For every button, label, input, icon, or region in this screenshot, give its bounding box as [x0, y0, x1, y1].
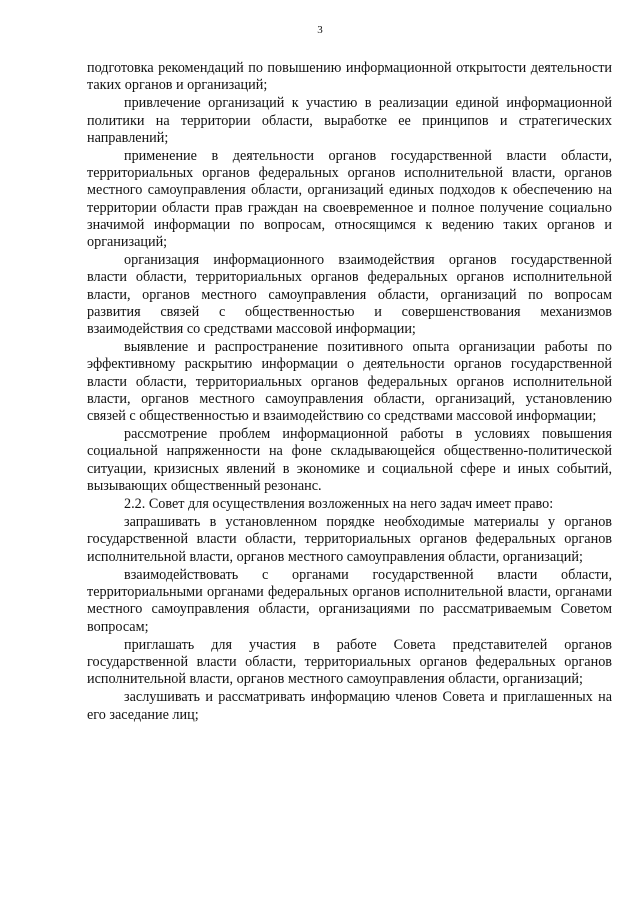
paragraph: заслушивать и рассматривать информацию членов Совета и приглашенных на его заседание лиц;	[87, 689, 612, 723]
page-number: 3	[317, 24, 323, 36]
paragraph: применение в деятельности органов государственной власти области, территориальных органов федеральных органов исполнительной власти, органов местного самоуправления области, организаций единых подходов к обеспечению на территории области прав граждан на своевременное и полное получение социально значимой информации по вопросам, относящимся к ведению таких органов и организаций;	[87, 148, 612, 251]
paragraph: подготовка рекомендаций по повышению информационной открытости деятельности таких органов и организаций;	[87, 60, 612, 94]
paragraph: взаимодействовать с органами государственной власти области, территориальными органами федеральных органов исполнительной власти, органами местного самоуправления области, организациями по рассматриваемым Советом вопросам;	[87, 566, 612, 635]
paragraph: рассмотрение проблем информационной работы в условиях повышения социальной напряженности на фоне складывающейся общественно-политической ситуации, кризисных явлений в экономике и социальной сфере и иных событий, вызывающих общественный резонанс.	[87, 426, 612, 494]
section-heading-2-2: 2.2. Совет для осуществления возложенных на него задач имеет право:	[124, 496, 554, 513]
document-body	[87, 60, 612, 725]
paragraph: выявление и распространение позитивного опыта организации работы по эффективному раскрытию информации о деятельности органов государственной власти области, территориальных органов федеральных органов исполнительной власти, органов местного самоуправления области, организаций, установлению связей с общественностью и взаимодействию со средствами массовой информации;	[87, 339, 612, 425]
paragraph: организация информационного взаимодействия органов государственной власти области, территориальных органов федеральных органов исполнительной власти, органов местного самоуправления области, организаций по вопросам развития связей с общественностью и совершенствования механизмов взаимодействия со средствами массовой информации;	[87, 252, 612, 338]
paragraph: приглашать для участия в работе Совета представителей органов государственной власти области, территориальных органов федеральных органов исполнительной власти, органов местного самоуправления области, организаций;	[87, 636, 612, 688]
paragraph: привлечение организаций к участию в реализации единой информационной политики на территории области, выработке ее принципов и стратегических направлений;	[87, 95, 612, 146]
paragraph: запрашивать в установленном порядке необходимые материалы у органов государственной власти области, территориальных органов федеральных органов исполнительной власти, органов местного самоуправления области, организаций;	[87, 514, 612, 565]
